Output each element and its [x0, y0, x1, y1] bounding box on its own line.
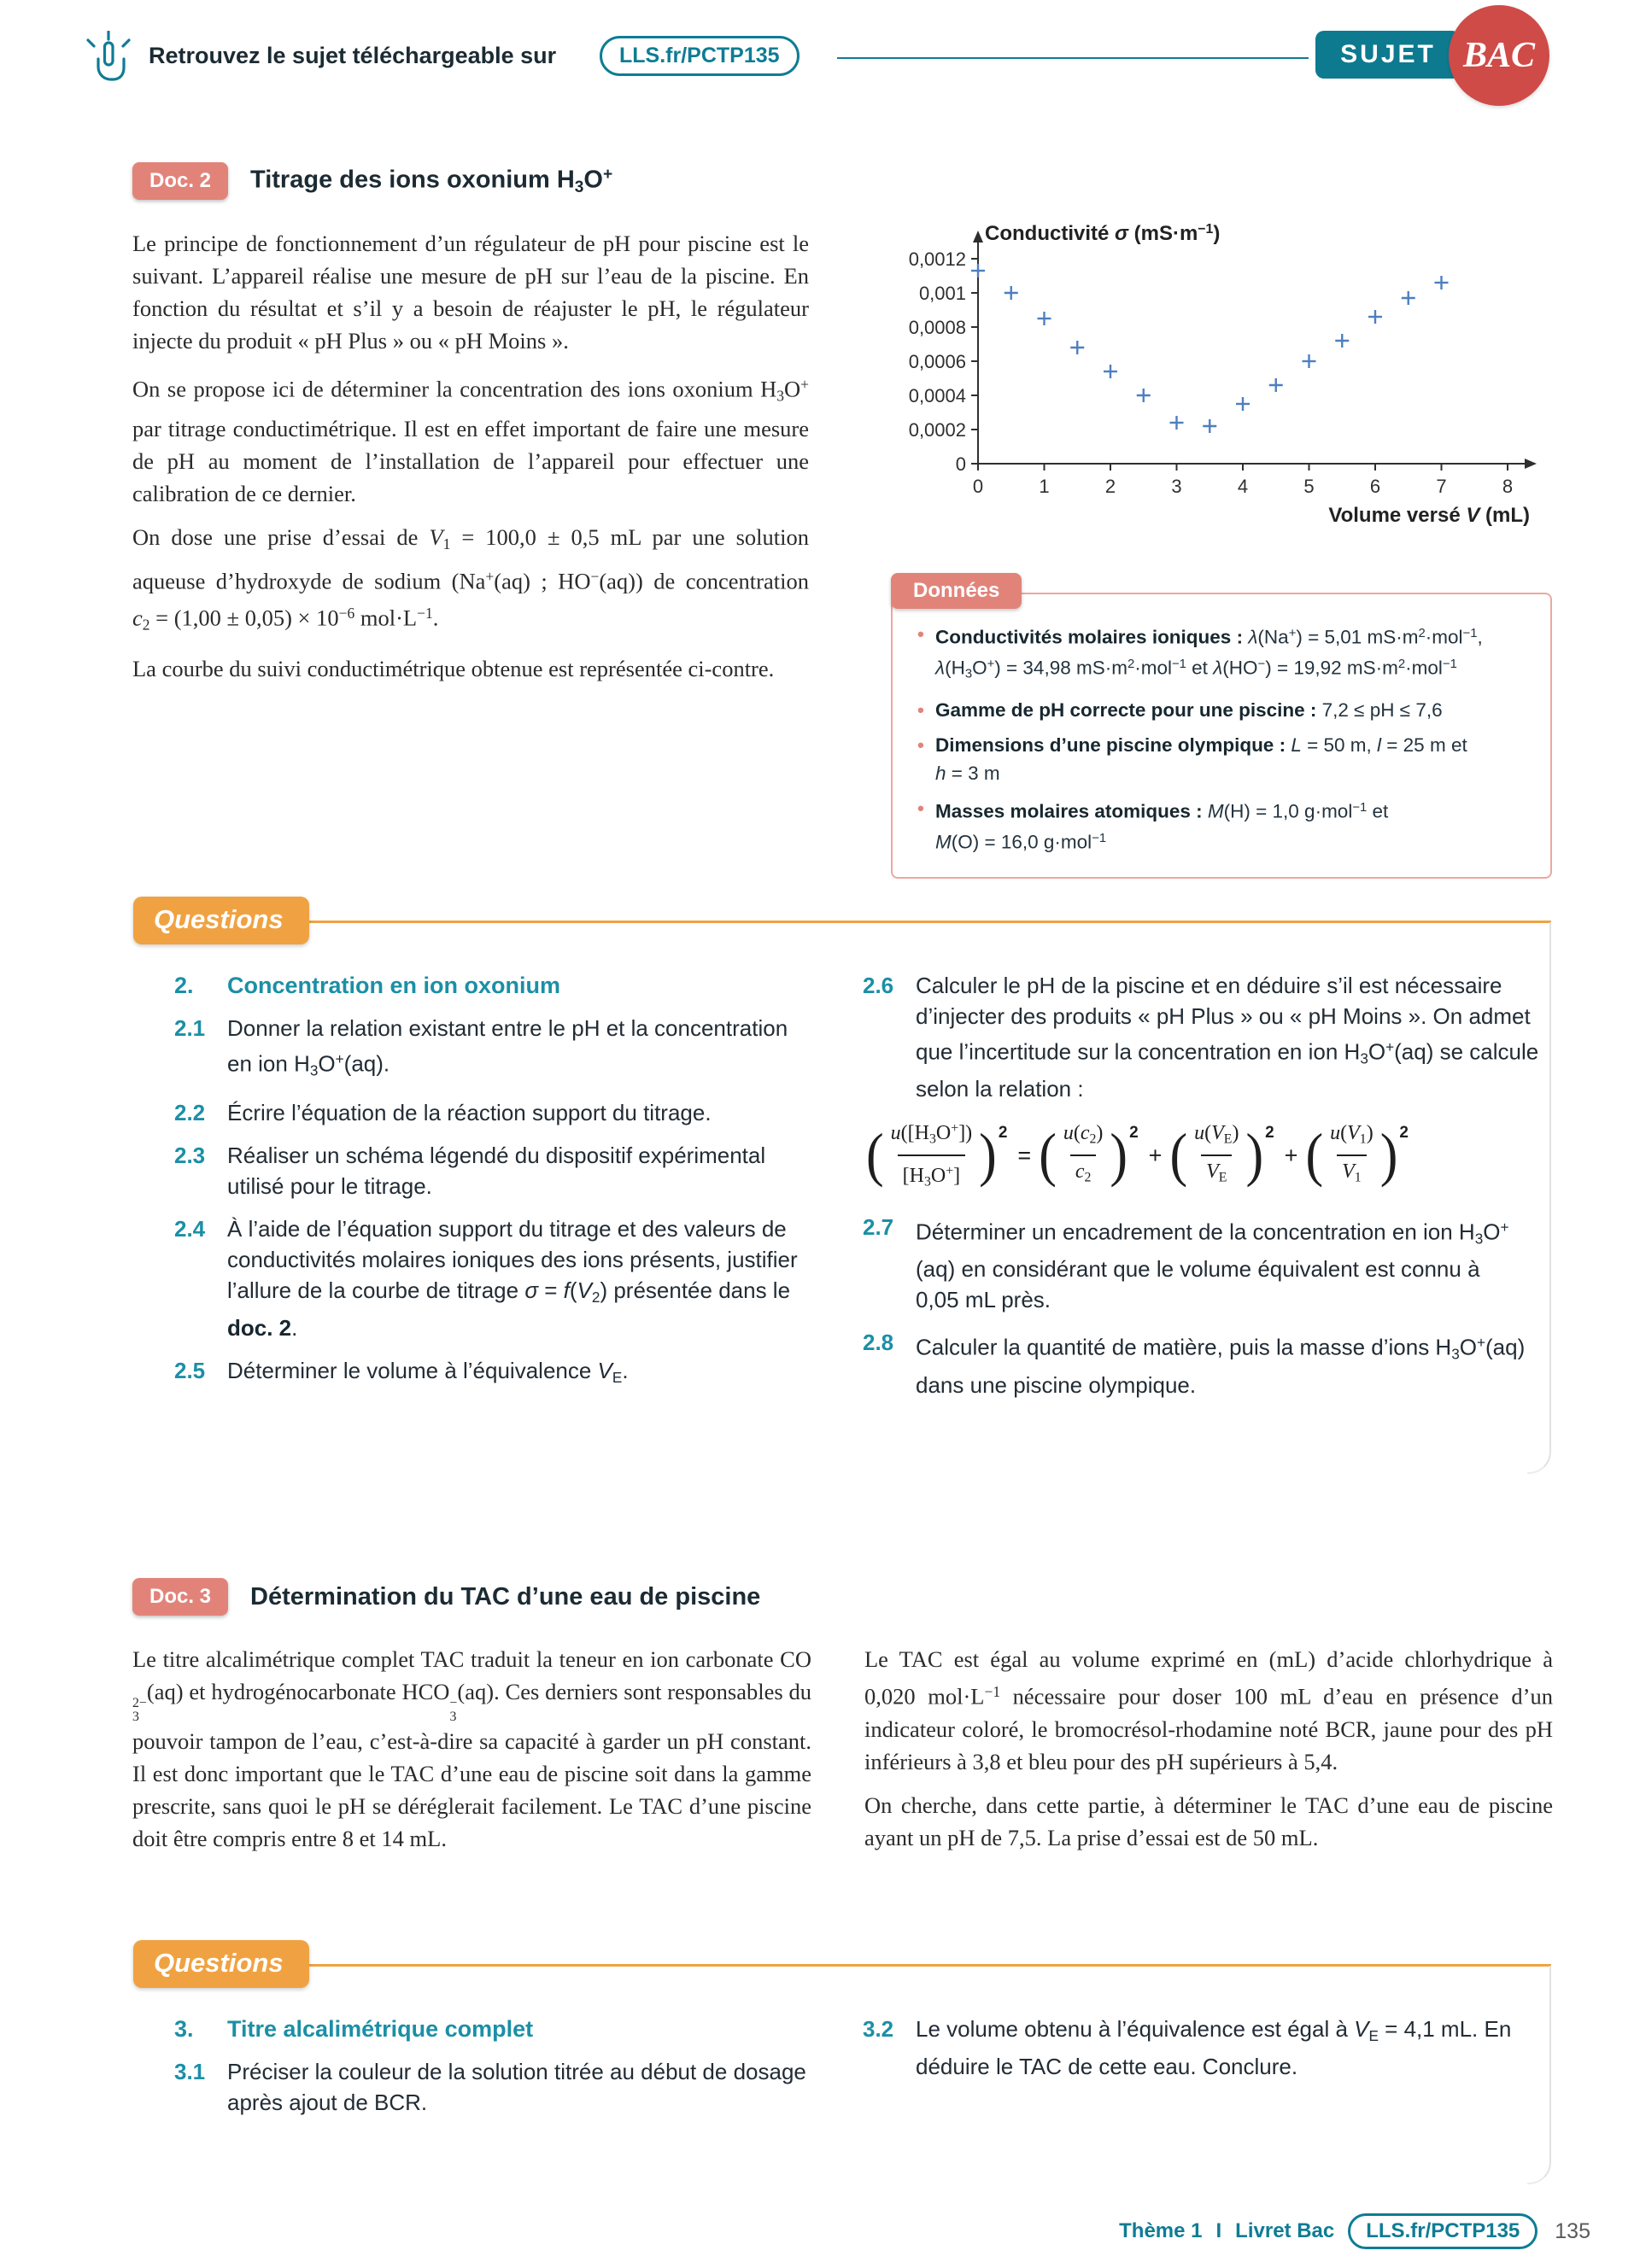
- doc2-title: Titrage des ions oxonium $H_3O^+$: [250, 165, 613, 196]
- svg-text:0,001: 0,001: [918, 283, 966, 304]
- question-text: Le volume obtenu à l’équivalence est égal à $V_E = 4,1$ mL. En déduire le TAC de cette eau. Conclure.: [916, 2016, 1512, 2079]
- doc2-heading: [132, 162, 612, 200]
- svg-text:3: 3: [1171, 476, 1182, 497]
- question-number: 2.7: [863, 1214, 894, 1241]
- footer-book: Livret Bac: [1235, 2219, 1335, 2242]
- paragraph: Le TAC est égal au volume exprimé en (mL) d’acide chlorhydrique à 0,020 $mol\cdot L^{-1}$ nécessaire pour doser 100 mL d’eau en présence d’un indicateur coloré, le bromocrésol-rhodamine noté BCR, jaune pour des pH inférieurs à 3,8 et bleu pour des pH supérieurs à 5,4.: [864, 1646, 1553, 1774]
- uncertainty-formula: [866, 1116, 1544, 1195]
- fraction: [1189, 1120, 1244, 1190]
- svg-text:1: 1: [1039, 476, 1050, 497]
- question-item: [174, 1013, 808, 1085]
- question-text: À l’aide de l’équation support du titrage et des valeurs de conductivités molaires ioniques des ions présents, justifier l’allure de la courbe de titrage $\sigma = f(V_2)$ présentée dans le doc. 2.: [227, 1216, 798, 1342]
- page-footer: [1119, 2213, 1590, 2249]
- questions-right-column: [863, 970, 1544, 1412]
- svg-text:4: 4: [1237, 476, 1249, 497]
- doc2-badge: Doc. 2: [132, 162, 228, 200]
- data-item: • Conductivités molaires ioniques : λ(Na+) = 5,01 $mS\cdot m^2\cdot mol^{-1}$, $\lambda(H_3O^+) = 34,98$ $mS\cdot m^2\cdot mol^{-1}$ et λ(HO−) = 19,92 $mS\cdot m^2\cdot mol^{-1}$: [915, 620, 1532, 689]
- page-header: [85, 29, 1589, 114]
- close-paren: ): [1110, 1123, 1128, 1189]
- question-text: Réaliser un schéma légendé du dispositif expérimental utilisé pour le titrage.: [227, 1143, 766, 1200]
- bac-text: BAC: [1462, 36, 1536, 75]
- download-label: Retrouvez le sujet téléchargeable sur: [149, 43, 557, 68]
- question-number: 2.3: [174, 1143, 206, 1169]
- sujet-label: SUJET: [1315, 31, 1461, 79]
- question-number: 3.1: [174, 2059, 206, 2084]
- plus-sign: +: [1284, 1142, 1298, 1168]
- paragraph: On cherche, dans cette partie, à déterminer le TAC d’une eau de piscine ayant un pH de 7,5. La prise d’essai est de 50 mL.: [864, 1792, 1553, 1850]
- question-item: [863, 2014, 1544, 2082]
- section-title-row: [174, 2014, 808, 2044]
- page-number: 135: [1555, 2218, 1590, 2243]
- fraction-denominator: $[H_3O^+]$: [898, 1154, 966, 1195]
- question-text: Donner la relation existant entre le pH et la concentration en ion $H_3O^+(aq)$.: [227, 1015, 788, 1079]
- question-text: Déterminer le volume à l’équivalence $V_E$.: [227, 1358, 629, 1386]
- svg-text:0,0002: 0,0002: [908, 419, 966, 441]
- section-number: 2.: [174, 973, 194, 998]
- fraction-denominator: $c_2$: [1070, 1154, 1097, 1190]
- open-paren: (: [866, 1123, 884, 1189]
- footer-theme: Thème 1: [1119, 2219, 1203, 2242]
- fraction: [1325, 1120, 1379, 1190]
- questions-left-column: [174, 970, 808, 1412]
- chart-x-axis-label: Volume versé V (mL): [1328, 504, 1530, 527]
- fraction-numerator: $u([H_3O^+])$: [890, 1121, 973, 1147]
- exponent: 2: [1399, 1124, 1409, 1143]
- header-divider: [837, 57, 1309, 59]
- question-item: [863, 1327, 1544, 1400]
- question-number: 3.2: [863, 2016, 894, 2042]
- close-paren: ): [1245, 1123, 1264, 1189]
- close-paren: ): [1379, 1123, 1398, 1189]
- question-text: Écrire l’équation de la réaction support du titrage.: [227, 1100, 712, 1126]
- question-number: 2.8: [863, 1330, 894, 1356]
- questions-panel-3: [137, 1948, 1551, 2184]
- svg-text:0,0012: 0,0012: [908, 248, 966, 270]
- questions-top-rule: [301, 921, 1551, 923]
- data-item: • Dimensions d’une piscine olympique : L = 50 m, l = 25 m et h = 3 m: [915, 731, 1532, 787]
- open-paren: (: [1169, 1123, 1188, 1189]
- data-list: [915, 620, 1532, 856]
- open-paren: (: [1305, 1123, 1324, 1189]
- data-box: [891, 579, 1552, 879]
- question-number: 2.6: [863, 973, 894, 998]
- conductivity-chart: [884, 220, 1559, 541]
- paragraph: La courbe du suivi conductimétrique obtenue est représentée ci-contre.: [132, 655, 775, 681]
- plus-sign: +: [1148, 1142, 1163, 1168]
- question-item: [863, 1212, 1544, 1315]
- chart-title: Conductivité σ $(mS\cdot m^{-1})$: [985, 222, 1221, 245]
- question-item: [174, 1213, 808, 1343]
- question-item: [174, 1355, 808, 1393]
- section-number: 3.: [174, 2016, 194, 2042]
- questions-header: Questions: [133, 897, 309, 944]
- fraction-numerator: $u(V_1)$: [1330, 1122, 1374, 1147]
- question-item: [174, 2056, 808, 2118]
- fraction: [1058, 1120, 1109, 1190]
- tap-icon: [85, 31, 135, 88]
- question-number: 2.1: [174, 1015, 206, 1041]
- fraction-numerator: $u(V_E)$: [1194, 1122, 1239, 1147]
- lls-link-badge[interactable]: LLS.fr/PCTP135: [600, 36, 800, 76]
- equals-sign: =: [1017, 1142, 1032, 1168]
- doc3-left-column: [132, 1643, 811, 1866]
- svg-text:2: 2: [1104, 476, 1116, 497]
- svg-text:7: 7: [1436, 476, 1447, 497]
- doc2-text-column: [132, 227, 809, 696]
- svg-text:6: 6: [1369, 476, 1381, 497]
- question-text: Calculer le pH de la piscine et en déduire s’il est nécessaire d’injecter des produits « pH Plus » ou « pH Moins ». On admet que l’incertitude sur la concentration en ion $H_3O^+(aq)$ se calcule selon la relation :: [916, 973, 1539, 1102]
- svg-text:0,0004: 0,0004: [908, 385, 966, 406]
- open-paren: (: [1039, 1123, 1057, 1189]
- data-box-title: Données: [891, 573, 1022, 609]
- questions-right-column: [863, 2014, 1544, 2130]
- chart-svg: [884, 220, 1559, 541]
- svg-text:0,0008: 0,0008: [908, 317, 966, 338]
- doc3-heading: [132, 1578, 760, 1616]
- svg-text:0: 0: [972, 476, 984, 497]
- questions-right-edge: [1527, 922, 1551, 1474]
- doc3-title: Détermination du TAC d’une eau de piscine: [250, 1582, 761, 1610]
- question-item: [863, 970, 1544, 1104]
- question-item: [174, 1140, 808, 1201]
- questions-top-rule: [301, 1964, 1551, 1967]
- question-text: Calculer la quantité de matière, puis la masse d’ions $H_3O^+(aq)$ dans une piscine olympique.: [916, 1334, 1526, 1398]
- paragraph: Le titre alcalimétrique complet TAC traduit la teneur en ion carbonate CO 2− 3 (aq) et hydrogénocarbonate HCO − 3 (aq). Ces derniers sont responsables du pouvoir tampon de l’eau, c’est-à-dire sa capacité à garder un pH constant. Il est donc important que le TAC d’une eau de piscine soit dans la gamme prescrite, sans quoi le pH se déréglerait facilement. Le TAC d’une piscine doit être compris entre 8 et 14 mL.: [132, 1646, 811, 1852]
- question-text: Déterminer un encadrement de la concentration en ion $H_3O^+(aq)$ en considérant que le volume équivalent est connu à 0,05 mL près.: [916, 1219, 1509, 1313]
- exponent: 2: [1265, 1124, 1274, 1143]
- section-title: Titre alcalimétrique complet: [227, 2016, 534, 2042]
- bac-logo: [1449, 5, 1549, 106]
- questions-columns: [137, 1964, 1551, 2130]
- fraction-denominator: $V_1$: [1337, 1154, 1367, 1190]
- question-text: Préciser la couleur de la solution titrée au début de dosage après ajout de BCR.: [227, 2059, 806, 2115]
- footer-separator: I: [1215, 2219, 1222, 2242]
- exponent: 2: [1129, 1124, 1139, 1143]
- paragraph: On se propose ici de déterminer la concentration des ions oxonium $H_3O^+$ par titrage conductimétrique. Il est en effet important de faire une mesure de pH au moment de l’installation de l’appareil pour effectuer une calibration de ce dernier.: [132, 376, 809, 506]
- footer-lls-badge[interactable]: LLS.fr/PCTP135: [1348, 2213, 1538, 2249]
- section-title: Concentration en ion oxonium: [227, 973, 560, 998]
- data-item: • Gamme de pH correcte pour une piscine : 7,2 ≤ pH ≤ 7,6: [915, 696, 1532, 724]
- question-number: 2.2: [174, 1100, 206, 1126]
- questions-header: Questions: [133, 1940, 309, 1988]
- svg-text:8: 8: [1502, 476, 1514, 497]
- questions-right-edge: [1527, 1966, 1551, 2184]
- paragraph: On dose une prise d’essai de $V_1 = 100,0 \pm 0,5$ mL par une solution aqueuse d’hydroxyde de sodium (Na+(aq) ; HO−(aq)) de concentration $c_2 = (1,00 \pm 0,05) \times 10^{-6}$ $mol\cdot L^{-1}$.: [132, 523, 809, 634]
- data-item: • Masses molaires atomiques : M(H) = 1,0 g·mol$^{-1}$ et M(O) = 16,0 g·mol$^{-1}$: [915, 794, 1532, 856]
- svg-text:0: 0: [955, 453, 966, 475]
- exponent: 2: [998, 1124, 1008, 1143]
- question-number: 2.5: [174, 1358, 206, 1384]
- questions-left-column: [174, 2014, 808, 2130]
- doc3-right-column: [864, 1643, 1553, 1865]
- svg-text:5: 5: [1303, 476, 1315, 497]
- section-title-row: [174, 970, 808, 1001]
- questions-columns: [137, 921, 1551, 1412]
- doc3-badge: Doc. 3: [132, 1578, 228, 1616]
- paragraph: Le principe de fonctionnement d’un régulateur de pH pour piscine est le suivant. L’appareil réalise une mesure de pH sur l’eau de la piscine. En fonction du résultat et s’il y a besoin de réajuster le pH, le régulateur injecte du produit « pH Plus » ou « pH Moins ».: [132, 231, 809, 354]
- question-item: [174, 1097, 808, 1128]
- close-paren: ): [979, 1123, 997, 1189]
- fraction-denominator: $V_E$: [1201, 1154, 1232, 1190]
- svg-text:0,0006: 0,0006: [908, 351, 966, 372]
- question-number: 2.4: [174, 1216, 206, 1242]
- fraction-numerator: $u(c_2)$: [1063, 1122, 1104, 1147]
- fraction: [886, 1116, 978, 1195]
- questions-panel-2: [137, 904, 1551, 1474]
